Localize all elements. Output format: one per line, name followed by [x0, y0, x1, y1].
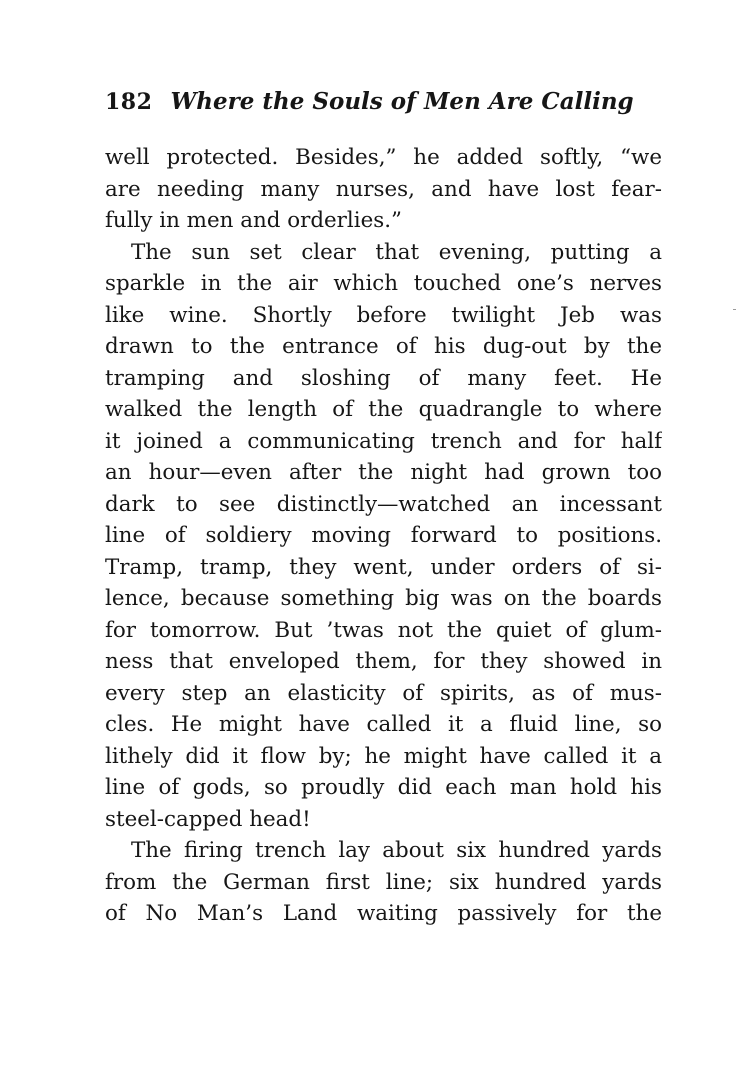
page-number: 182 — [105, 89, 153, 115]
running-title: Where the Souls of Men Are Calling — [170, 88, 634, 115]
body-text — [105, 142, 662, 930]
text-line: line of gods, so proudly did each man hold his — [105, 775, 662, 800]
text-line: it joined a communicating trench and for half — [105, 428, 662, 454]
text-line: are needing many nurses, and have lost fear- — [105, 176, 662, 202]
text-line: for tomorrow. But ’twas not the quiet of glum- — [105, 617, 662, 643]
running-head — [105, 88, 665, 122]
text-line: dark to see distinctly—watched an incessant — [105, 491, 662, 517]
text-line: ness that enveloped them, for they showed in — [105, 649, 662, 674]
margin-mark — [733, 309, 736, 310]
text-line: The firing trench lay about six hundred yards — [131, 838, 662, 863]
text-line: of No Man’s Land waiting passively for the — [105, 901, 662, 926]
text-line: cles. He might have called it a fluid line, so — [105, 712, 662, 737]
text-line: an hour—even after the night had grown too — [105, 460, 662, 485]
text-line: tramping and sloshing of many feet. He — [105, 365, 662, 391]
text-line: lence, because something big was on the boards — [105, 586, 662, 611]
text-line: fully in men and orderlies.” — [105, 208, 402, 233]
text-line: walked the length of the quadrangle to where — [105, 397, 662, 422]
text-line: line of soldiery moving forward to positions. — [105, 523, 662, 548]
text-line: lithely did it flow by; he might have called it a — [105, 743, 662, 769]
text-line: like wine. Shortly before twilight Jeb was — [105, 302, 662, 328]
text-line: The sun set clear that evening, putting a — [131, 239, 662, 265]
text-line: well protected. Besides,” he added softly, “we — [105, 145, 662, 170]
text-line: drawn to the entrance of his dug-out by the — [105, 334, 662, 359]
text-line: Tramp, tramp, they went, under orders of si- — [105, 554, 662, 580]
text-line: every step an elasticity of spirits, as of mus- — [105, 680, 662, 706]
text-line: from the German first line; six hundred yards — [105, 869, 662, 895]
text-line: sparkle in the air which touched one’s nerves — [105, 271, 662, 296]
text-line: steel-capped head! — [105, 806, 311, 832]
